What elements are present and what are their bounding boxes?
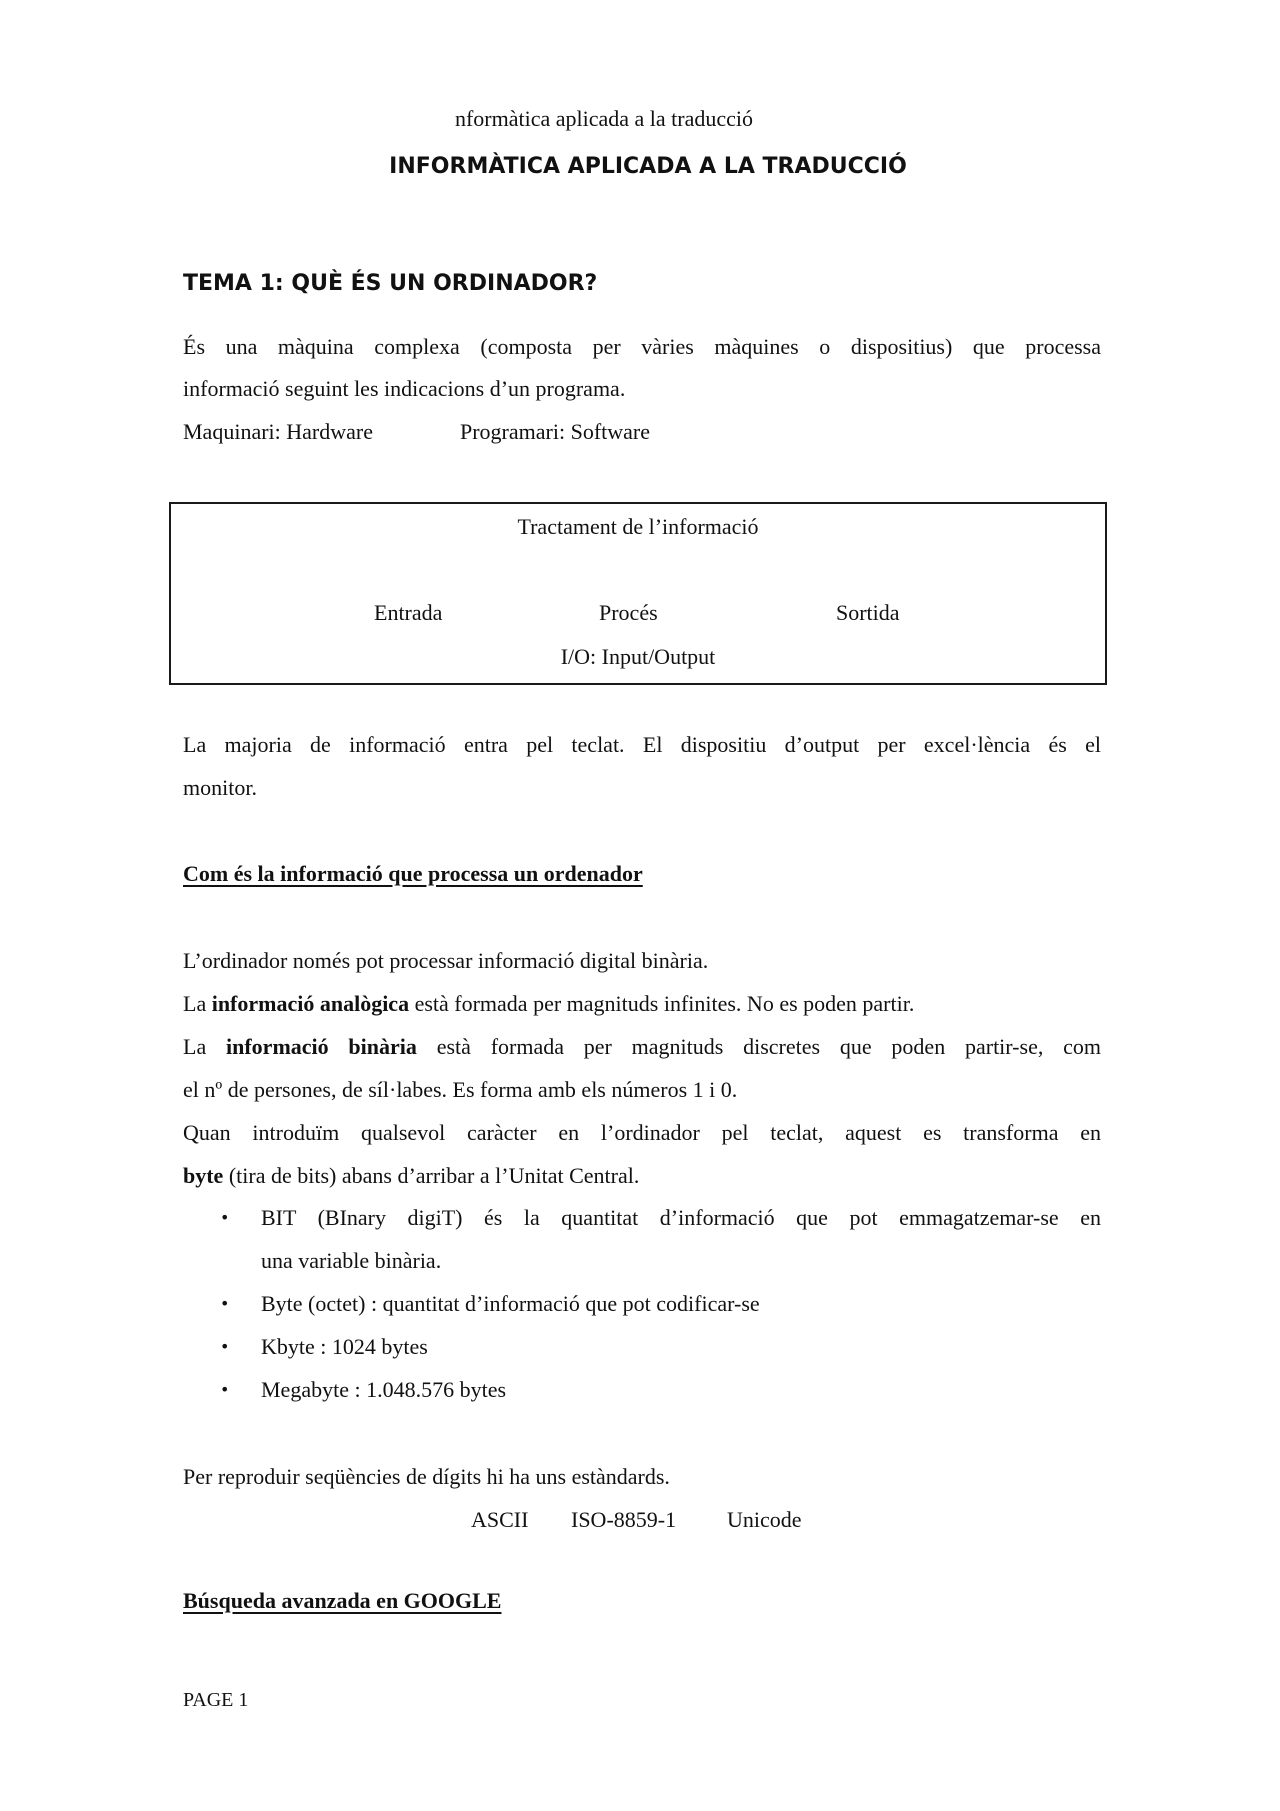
bullet-byte: Byte (octet) : quantitat d’informació que pot codificar-se: [261, 1291, 760, 1316]
analog-term: informació analògica: [211, 991, 410, 1016]
hardware-label: Maquinari: Hardware: [183, 419, 373, 444]
box-io-label: I/O: Input/Output: [560, 644, 716, 669]
bullet-icon: •: [220, 1380, 230, 1399]
bullet-bit-line-2: una variable binària.: [261, 1248, 442, 1273]
box-step-output: Sortida: [836, 600, 900, 625]
keyboard-line-1: Quan introduïm qualsevol caràcter en l’ordinador pel teclat, aquest es transforma en: [183, 1120, 1101, 1145]
binary-line-2: el nº de persones, de síl·labes. Es forma amb els números 1 i 0.: [183, 1077, 738, 1102]
standard-iso-8859-1: ISO-8859-1: [571, 1507, 677, 1532]
section-heading-google: Búsqueda avanzada en GOOGLE: [183, 1588, 502, 1613]
input-paragraph-line-1: La majoria de informació entra pel teclat. El dispositiu d’output per excel·lència és el: [183, 732, 1101, 757]
section-heading-tema1: TEMA 1: QUÈ ÉS UN ORDINADOR?: [183, 271, 598, 296]
running-header: nformàtica aplicada a la traducció: [454, 106, 754, 131]
intro-line-1: És una màquina complexa (composta per vàries màquines o dispositius) que processa: [183, 334, 1101, 359]
binary-suffix: està formada per magnituds discretes que poden partir-se, com: [416, 1034, 1102, 1059]
keyboard-suffix: (tira de bits) abans d’arribar a l’Unitat Central.: [223, 1163, 640, 1188]
binary-term: informació binària: [226, 1034, 417, 1059]
bullet-icon: •: [220, 1208, 230, 1227]
page-number: PAGE 1: [183, 1689, 249, 1711]
software-label: Programari: Software: [460, 419, 650, 444]
box-step-process: Procés: [599, 600, 658, 625]
standards-intro: Per reproduir seqüències de dígits hi ha uns estàndards.: [183, 1464, 670, 1489]
box-step-input: Entrada: [374, 600, 443, 625]
bullet-bit-line-1: BIT (BInary digiT) és la quantitat d’informació que pot emmagatzemar-se en: [261, 1205, 1101, 1230]
binary-prefix: La: [183, 1034, 226, 1059]
byte-term: byte: [183, 1163, 224, 1188]
binary-line-1: [183, 1035, 1101, 1059]
analog-suffix: està formada per magnituds infinites. No es poden partir.: [409, 991, 915, 1016]
box-title: Tractament de l’informació: [517, 514, 759, 539]
analog-prefix: La: [183, 991, 212, 1016]
standard-ascii: ASCII: [471, 1507, 529, 1532]
keyboard-line-2: [183, 1164, 639, 1188]
document-title: INFORMÀTICA APLICADA A LA TRADUCCIÓ: [389, 154, 907, 179]
input-paragraph-line-2: monitor.: [183, 775, 257, 800]
section-heading-information: Com és la informació que processa un ordenador: [183, 861, 643, 886]
standard-unicode: Unicode: [727, 1507, 802, 1532]
bullet-megabyte: Megabyte : 1.048.576 bytes: [261, 1377, 507, 1402]
digital-line: L’ordinador només pot processar informació digital binària.: [183, 948, 709, 973]
bullet-icon: •: [220, 1337, 230, 1356]
bullet-kbyte: Kbyte : 1024 bytes: [261, 1334, 428, 1359]
analog-line: [183, 992, 914, 1016]
bullet-icon: •: [220, 1294, 230, 1313]
intro-line-2: informació seguint les indicacions d’un programa.: [183, 376, 626, 401]
